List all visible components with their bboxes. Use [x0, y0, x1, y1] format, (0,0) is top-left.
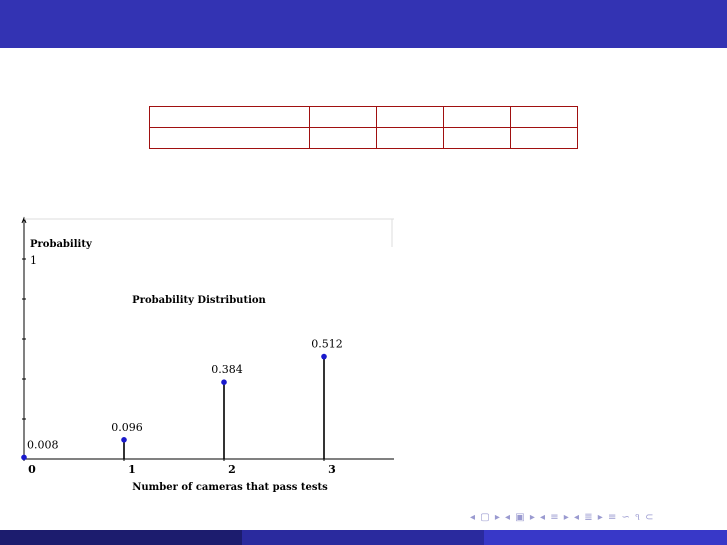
- y-axis-label: Probability: [30, 239, 92, 250]
- header-bar: [0, 0, 727, 48]
- x-tick-label: 2: [228, 463, 236, 476]
- chart-svg: [0, 210, 400, 500]
- value-label: 0.512: [311, 337, 343, 351]
- table-cell: [377, 107, 444, 128]
- footer-bar: [0, 530, 727, 545]
- value-label: 0.096: [111, 420, 143, 434]
- data-point: [21, 455, 27, 461]
- table-cell: [150, 107, 310, 128]
- table-cell: [310, 107, 377, 128]
- probability-chart: [0, 210, 400, 500]
- empty-table: [149, 106, 578, 149]
- footer-segment: [242, 530, 484, 545]
- table-row: [150, 107, 578, 128]
- table-cell: [511, 107, 578, 128]
- table-cell: [310, 128, 377, 149]
- value-label: 0.008: [27, 438, 59, 452]
- chart-title: Probability Distribution: [132, 295, 266, 306]
- data-point: [221, 379, 227, 385]
- slide-navigation[interactable]: ◂ ▢ ▸ ◂ ▣ ▸ ◂ ≡ ▸ ◂ ≣ ▸ ≡ ∽ ૧ ⊂: [470, 512, 655, 523]
- table-cell: [150, 128, 310, 149]
- data-point: [121, 437, 127, 443]
- table-cell: [444, 128, 511, 149]
- table-row: [150, 128, 578, 149]
- footer-segment: [484, 530, 727, 545]
- x-tick-label: 3: [328, 463, 336, 476]
- x-tick-label: 1: [128, 463, 136, 476]
- table-cell: [444, 107, 511, 128]
- table-cell: [511, 128, 578, 149]
- x-axis-label: Number of cameras that pass tests: [132, 482, 328, 493]
- table-cell: [377, 128, 444, 149]
- data-point: [321, 354, 327, 360]
- value-label: 0.384: [211, 363, 243, 377]
- y-tick-label: 1: [30, 254, 37, 267]
- footer-segment: [0, 530, 242, 545]
- x-tick-label: 0: [28, 463, 36, 476]
